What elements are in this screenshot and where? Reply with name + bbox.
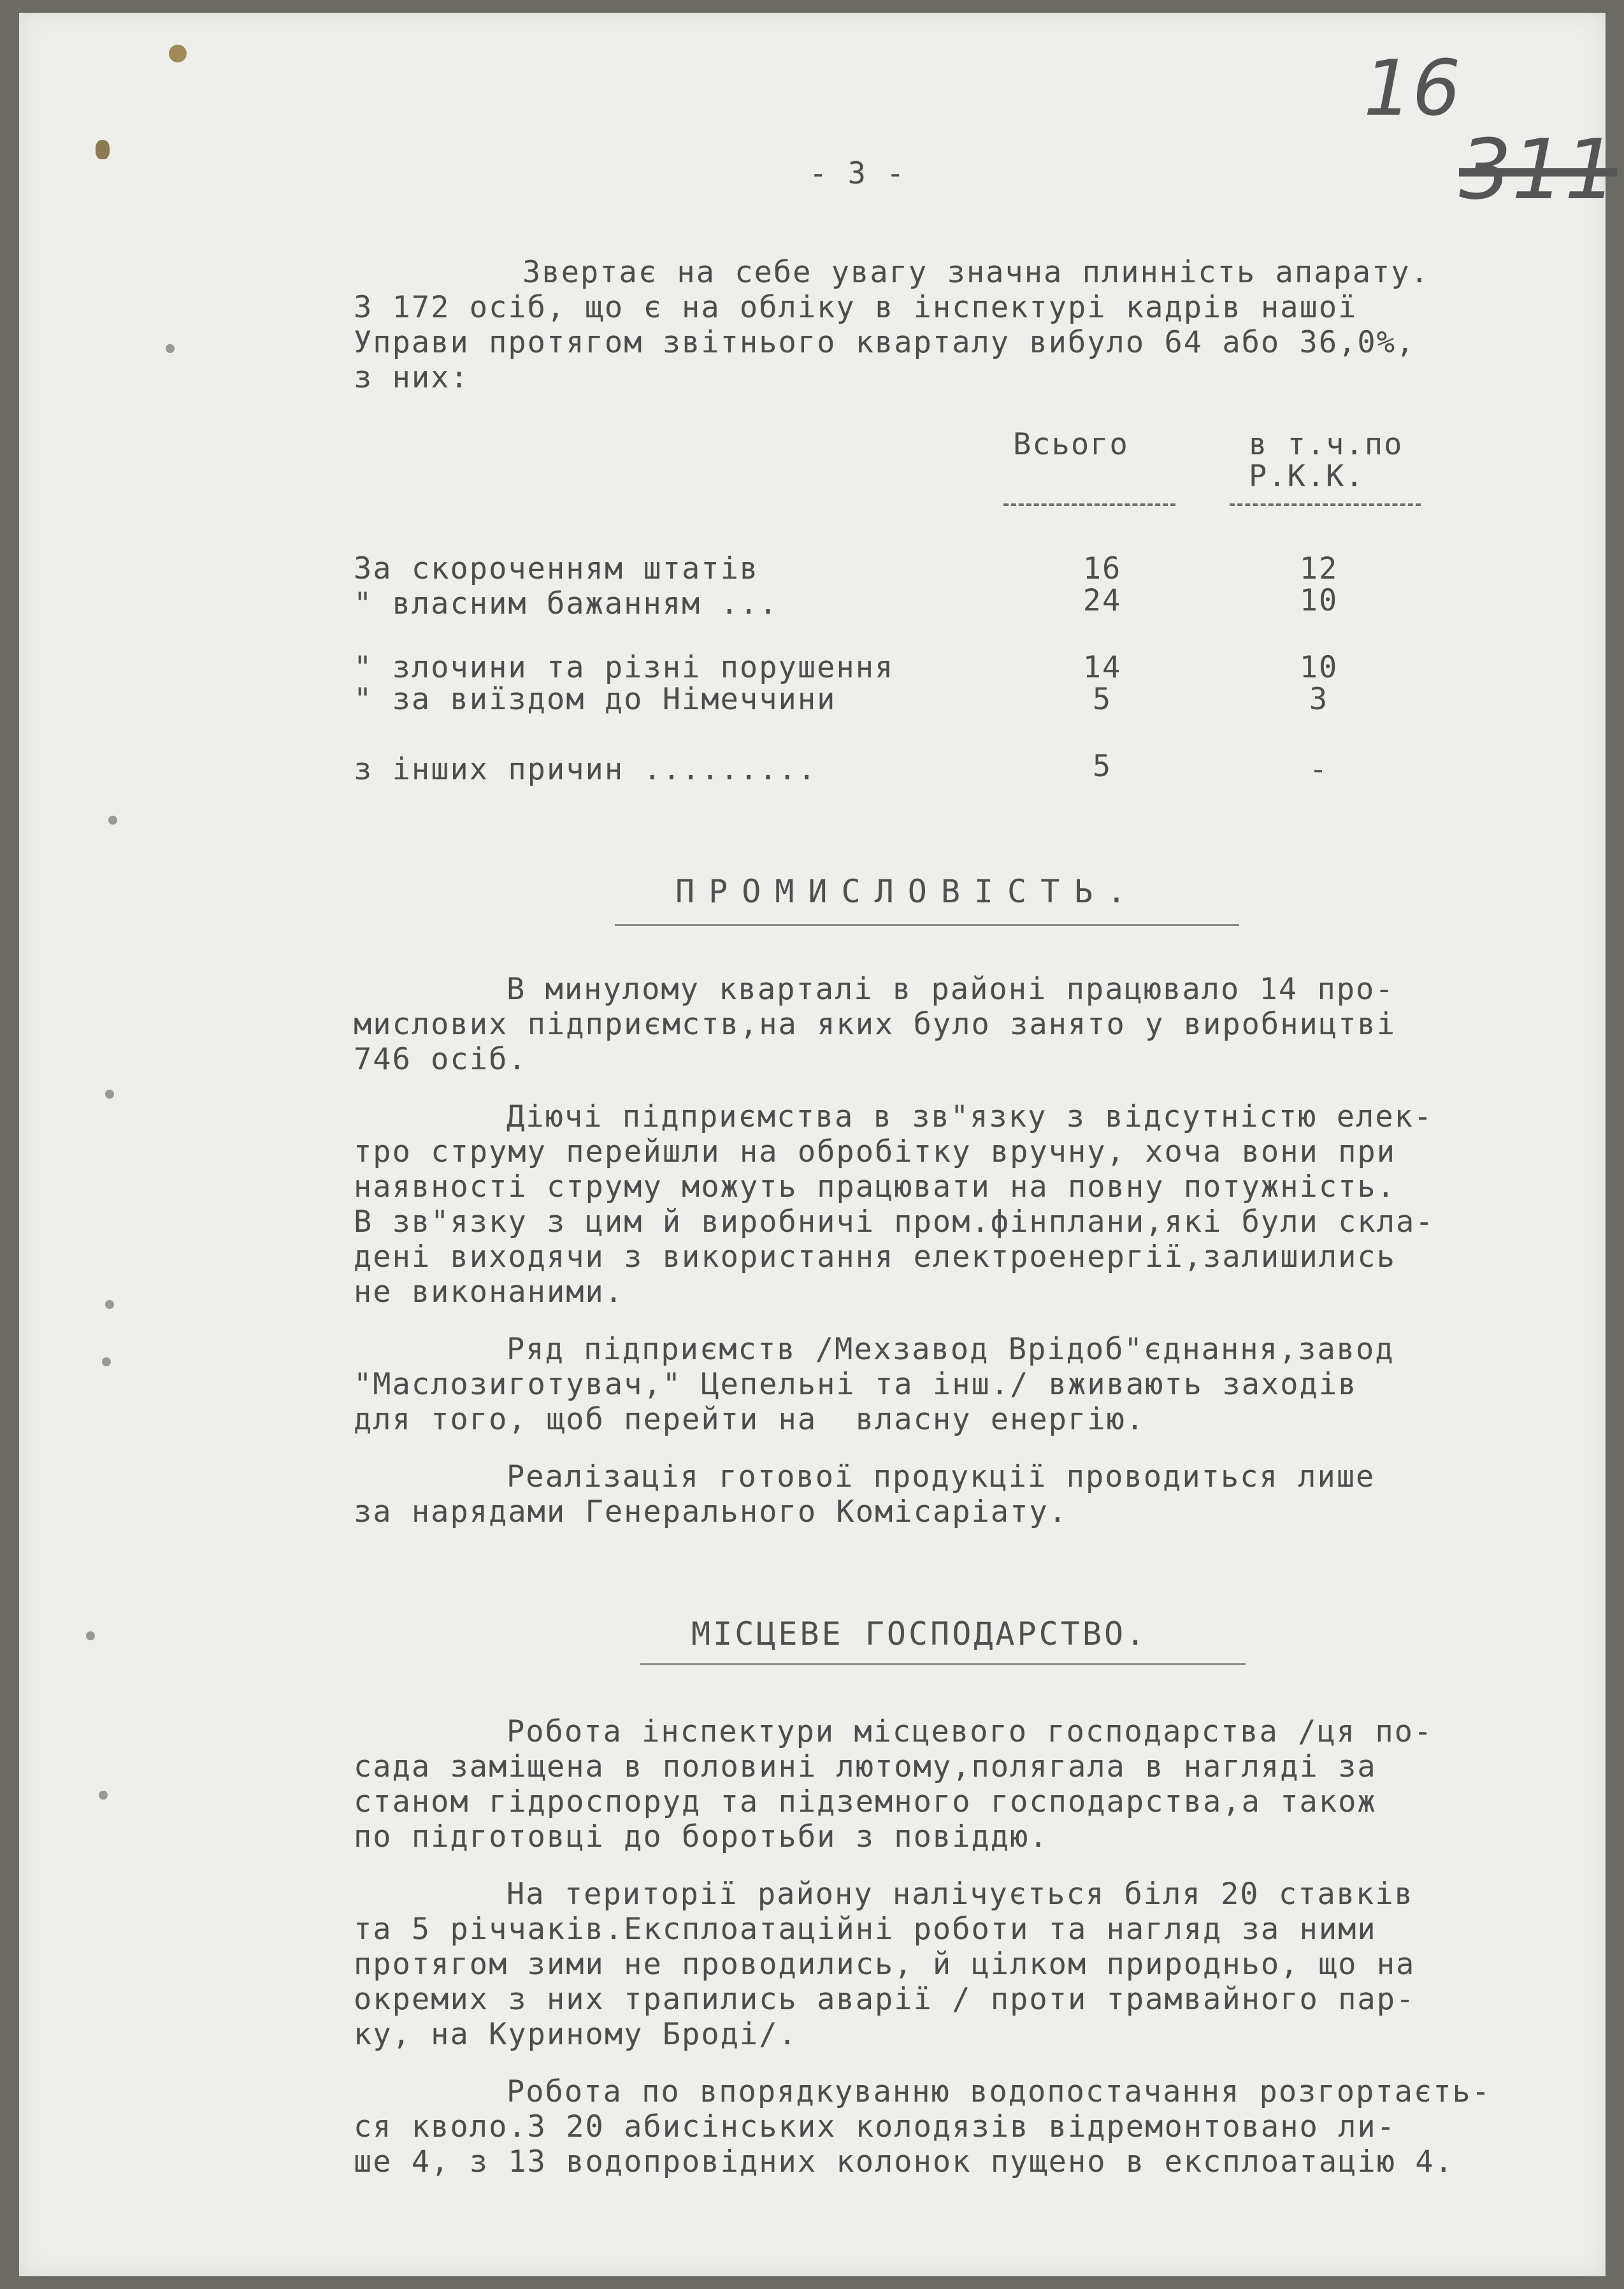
rust-stain [96, 140, 110, 159]
paragraph-line: В зв"язку з цим й виробничі пром.фінплани,які були скла- [354, 1204, 1435, 1239]
binder-hole [105, 1090, 114, 1099]
paragraph-line: окремих з них трапились аварії / проти трамвайного пар- [354, 1982, 1416, 2017]
table-row-total: 5 [1092, 749, 1112, 784]
table-row-total: 5 [1092, 682, 1112, 717]
table-header-rkk: в т.ч.по [1249, 427, 1404, 462]
section-heading-underline [615, 924, 1239, 926]
table-row-total: 14 [1082, 650, 1122, 685]
paragraph-line: за нарядами Генерального Комісаріату. [354, 1494, 1068, 1529]
table-row-rkk: 10 [1299, 583, 1339, 618]
paragraph-line: В минулому кварталі в районі працювало 14 про- [507, 972, 1395, 1007]
table-row-total: 16 [1082, 551, 1122, 586]
table-header-underline [1003, 503, 1175, 509]
table-row-rkk: 10 [1299, 650, 1339, 685]
paragraph-line: станом гідроспоруд та підземного господарства,а також [354, 1784, 1377, 1819]
table-row-label: з інших причин ......... [354, 752, 817, 787]
paragraph-line: тро струму перейшли на обробітку вручну, хоча вони при [354, 1134, 1397, 1169]
paragraph-line: ку, на Куриному Броді/. [354, 2017, 798, 2052]
paragraph-line: сада заміщена в половині лютому,полягала в нагляді за [354, 1749, 1377, 1784]
paragraph-line: протягом зими не проводились, й цілком природньо, що на [354, 1947, 1416, 1982]
table-row-total: 24 [1082, 583, 1122, 618]
paragraph-line: та 5 річчаків.Експлоатаційні роботи та нагляд за ними [354, 1912, 1377, 1947]
paragraph-line: Реалізація готової продукції проводиться лише [507, 1459, 1376, 1494]
paragraph-line: Робота інспектури місцевого господарства /ця по- [507, 1714, 1434, 1749]
paragraph-line: не виконаними. [354, 1274, 624, 1310]
paragraph-line: "Маслозиготувач," Цепельні та інш./ вживають заходів [354, 1367, 1358, 1402]
table-header-rkk: Р.К.К. [1249, 459, 1365, 494]
paragraph-line: На території району налічується біля 20 ставків [507, 1877, 1414, 1912]
table-header-total: Всього [1013, 427, 1129, 462]
table-row-label: " за виїздом до Німеччини [354, 682, 837, 717]
intro-line: Управи протягом звітнього кварталу вибуло 64 або 36,0%, [354, 325, 1416, 360]
table-row-label: " власним бажанням ... [354, 586, 779, 621]
document-page [19, 13, 1618, 2276]
section-heading-local: МІСЦЕВЕ ГОСПОДАРСТВО. [691, 1615, 1148, 1652]
binder-hole [108, 816, 117, 825]
paragraph-line: Робота по впорядкуванню водопостачання розгортаєть- [507, 2074, 1491, 2109]
binder-hole [86, 1631, 95, 1640]
intro-line: з них: [354, 360, 470, 395]
table-header-underline [1230, 503, 1421, 509]
table-row-rkk: - [1309, 752, 1329, 787]
paragraph-line: ше 4, з 13 водопровідних колонок пущено в експлоатацію 4. [354, 2144, 1454, 2179]
paragraph-line: Діючі підприємства в зв"язку з відсутністю елек- [507, 1099, 1434, 1134]
archive-sheet-number: 16 [1363, 45, 1461, 133]
paragraph-line: 746 осіб. [354, 1042, 528, 1077]
paragraph-line: по підготовці до боротьби з повіддю. [354, 1819, 1049, 1854]
archive-second-number: 311 [1459, 121, 1618, 218]
intro-line: Звертає на себе увагу значна плинність апарату. [522, 255, 1430, 290]
section-heading-underline [640, 1663, 1246, 1665]
section-heading-industry: ПРОМИСЛОВІСТЬ. [675, 873, 1140, 910]
page-number: - 3 - [809, 156, 906, 191]
paragraph-line: дені виходячи з використання електроенергії,залишились [354, 1239, 1397, 1274]
intro-line: З 172 осіб, що є на обліку в інспектурі кадрів нашої [354, 290, 1358, 325]
binder-hole [102, 1357, 111, 1366]
binder-hole [166, 344, 175, 353]
table-row-label: " злочини та різні порушення [354, 650, 895, 685]
binder-hole [99, 1791, 108, 1800]
paragraph-line: мислових підприємств,на яких було занято у виробництві [354, 1007, 1397, 1042]
paragraph-line: Ряд підприємств /Мехзавод Врідоб"єднання,завод [507, 1332, 1395, 1367]
binder-hole [105, 1300, 114, 1309]
rust-stain [169, 45, 187, 62]
table-row-rkk: 12 [1299, 551, 1339, 586]
paragraph-line: ся кволо.З 20 абисінських колодязів відремонтовано ли- [354, 2109, 1397, 2144]
table-row-label: За скороченням штатів [354, 551, 759, 586]
paragraph-line: наявності струму можуть працювати на повну потужність. [354, 1169, 1397, 1204]
table-row-rkk: 3 [1309, 682, 1329, 717]
paragraph-line: для того, щоб перейти на власну енергію. [354, 1402, 1146, 1437]
